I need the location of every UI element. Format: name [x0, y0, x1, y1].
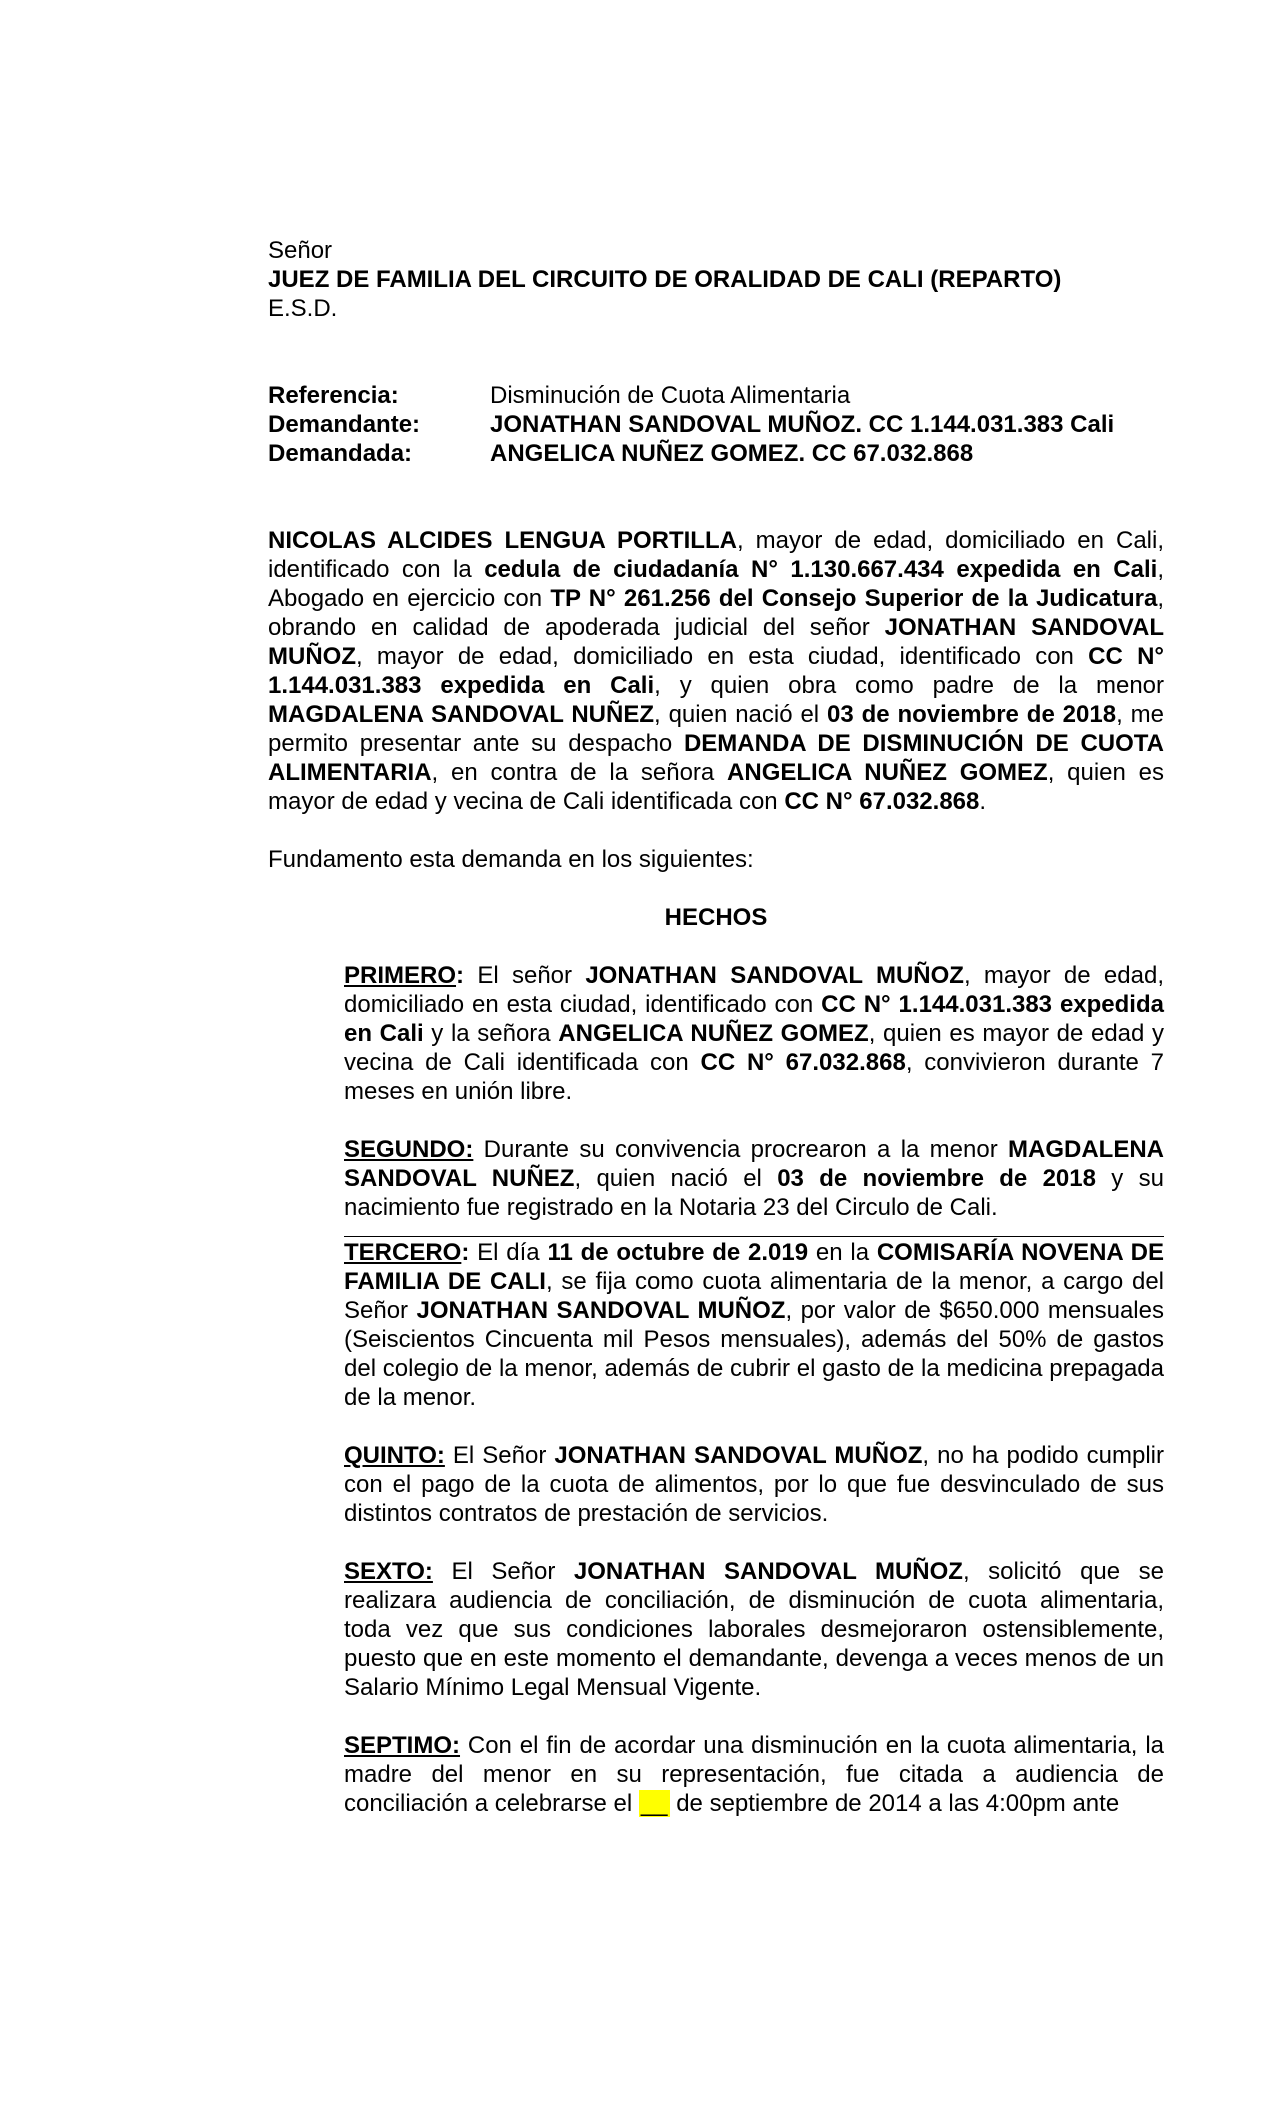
hecho-text: Con el fin de acordar una disminución en la cuota alimentaria, la madre del menor en su representación, fue citada a audiencia de conciliación a celebrarse el — [344, 1732, 1164, 1817]
hecho-text: , mayor de edad, domiciliado en esta ciudad, identificado con — [344, 962, 1164, 1018]
demandada-label: Demandada: — [268, 440, 413, 467]
hecho-text: , solicitó que se realizara audiencia de conciliación, de disminución de cuota alimentaria, toda vez que sus condiciones laborales desmejoraron ostensiblemente, puesto que en este momento el demandante, devenga a veces menos de un Salario Mínimo Legal Mensual Vigente. — [344, 1558, 1164, 1701]
hecho-bold: ANGELICA NUÑEZ GOMEZ — [558, 1020, 869, 1047]
divider-line — [344, 1236, 1164, 1237]
hecho-text: , quien nació el — [574, 1165, 778, 1192]
document-page — [268, 236, 1164, 1818]
hecho-segundo — [344, 1135, 1164, 1222]
client-id: CC N° 1.144.031.383 expedida en Cali — [268, 643, 1164, 699]
hecho-bold: COMISARÍA NOVENA DE FAMILIA DE CALI — [344, 1239, 1165, 1295]
intro-text: , me permito presentar ante su despacho — [268, 701, 1164, 757]
client-name: JONATHAN SANDOVAL MUÑOZ — [268, 614, 1164, 670]
minor-birthdate: 03 de noviembre de 2018 — [827, 701, 1117, 728]
demandante-label: Demandante: — [268, 411, 421, 438]
intro-text: , y quien obra como padre de la menor — [654, 672, 1165, 699]
hecho-text: de septiembre de 2014 a las 4:00pm ante — [669, 1790, 1120, 1817]
hecho-text: , se fija como cuota alimentaria de la menor, a cargo del Señor — [344, 1268, 1165, 1324]
hecho-text: y su nacimiento fue registrado en la Notaria 23 del Circulo de Cali. — [344, 1165, 1164, 1221]
salutation: Señor — [268, 237, 333, 264]
hecho-bold: CC N° 67.032.868 — [700, 1049, 906, 1076]
intro-text: , mayor de edad, domiciliado en Cali, identificado con la — [268, 527, 1164, 583]
fundamento-line: Fundamento esta demanda en los siguientes: — [268, 846, 754, 873]
hecho-text: El Señor — [444, 1442, 555, 1469]
hecho-tercero — [344, 1238, 1164, 1412]
esd: E.S.D. — [268, 295, 338, 322]
hecho-quinto — [344, 1441, 1164, 1528]
hecho-label: SEPTIMO: — [344, 1732, 461, 1759]
intro-text: . — [979, 788, 987, 815]
intro-text: , en contra de la señora — [431, 759, 728, 786]
hecho-bold: 11 de octubre de 2.019 — [547, 1239, 809, 1266]
hecho-bold: JONATHAN SANDOVAL MUÑOZ — [554, 1442, 923, 1469]
intro-text: , quien es mayor de edad y vecina de Cali identificada con — [268, 759, 1164, 815]
minor-name: MAGDALENA SANDOVAL NUÑEZ — [268, 701, 655, 728]
hecho-label: QUINTO: — [344, 1442, 445, 1469]
hecho-text: Durante su convivencia procrearon a la menor — [473, 1136, 1008, 1163]
intro-text: , quien nació el — [654, 701, 828, 728]
hecho-text: y la señora — [423, 1020, 559, 1047]
defendant-id: CC N° 67.032.868 — [784, 788, 980, 815]
intro-text: , mayor de edad, domiciliado en esta ciudad, identificado con — [355, 643, 1089, 670]
hechos-heading: HECHOS — [664, 904, 768, 931]
hecho-text: El señor — [464, 962, 586, 989]
hecho-colon: : — [461, 1239, 470, 1266]
hecho-colon: : — [456, 962, 465, 989]
hecho-septimo — [344, 1731, 1164, 1818]
letter-header — [268, 236, 1164, 323]
demandada-value: ANGELICA NUÑEZ GOMEZ. CC 67.032.868 — [490, 440, 974, 467]
highlighted-blank: __ — [640, 1790, 668, 1817]
reference-block — [268, 381, 1164, 468]
hecho-bold: MAGDALENA SANDOVAL NUÑEZ — [344, 1136, 1164, 1192]
intro-text: , obrando en calidad de apoderada judicial del señor — [268, 585, 1164, 641]
hecho-text: , quien es mayor de edad y vecina de Cali identificada con — [344, 1020, 1165, 1076]
reference-value: Disminución de Cuota Alimentaria — [490, 382, 851, 409]
lawyer-tp: TP N° 261.256 del Consejo Superior de la Judicatura — [550, 585, 1158, 612]
hecho-bold: JONATHAN SANDOVAL MUÑOZ — [585, 962, 964, 989]
hecho-text: , convivieron durante 7 meses en unión libre. — [344, 1049, 1165, 1105]
hecho-label: SEXTO: — [344, 1558, 433, 1585]
intro-text: , Abogado en ejercicio con — [268, 556, 1164, 612]
reference-row — [268, 381, 1164, 410]
addressee: JUEZ DE FAMILIA DEL CIRCUITO DE ORALIDAD DE CALI (REPARTO) — [268, 266, 1062, 293]
hecho-primero — [344, 961, 1164, 1106]
hecho-label: PRIMERO — [344, 962, 457, 989]
hechos-list — [344, 961, 1164, 1818]
hecho-sexto — [344, 1557, 1164, 1702]
intro-paragraph — [268, 526, 1164, 816]
hecho-bold: 03 de noviembre de 2018 — [777, 1165, 1096, 1192]
hecho-label: SEGUNDO: — [344, 1136, 474, 1163]
hecho-bold: JONATHAN SANDOVAL MUÑOZ — [573, 1558, 963, 1585]
hecho-bold: JONATHAN SANDOVAL MUÑOZ — [416, 1297, 786, 1324]
demandada-row — [268, 439, 1164, 468]
hecho-text: , por valor de $650.000 mensuales (Seiscientos Cincuenta mil Pesos mensuales), además del 50% de gastos del colegio de la menor, además de cubrir el gasto de la medicina prepagada de la menor. — [344, 1297, 1164, 1411]
hecho-text: El día — [469, 1239, 548, 1266]
demandante-row — [268, 410, 1164, 439]
demand-type: DEMANDA DE DISMINUCIÓN DE CUOTA ALIMENTARIA — [268, 730, 1165, 786]
hecho-bold: CC N° 1.144.031.383 expedida en Cali — [344, 991, 1164, 1047]
hecho-text: El Señor — [432, 1558, 574, 1585]
hecho-label: TERCERO — [344, 1239, 462, 1266]
demandante-value: JONATHAN SANDOVAL MUÑOZ. CC 1.144.031.383 Cali — [490, 411, 1115, 438]
defendant-name: ANGELICA NUÑEZ GOMEZ — [727, 759, 1048, 786]
lawyer-id: cedula de ciudadanía N° 1.130.667.434 expedida en Cali — [484, 556, 1158, 583]
hecho-text: en la — [808, 1239, 877, 1266]
hecho-text: , no ha podido cumplir con el pago de la cuota de alimentos, por lo que fue desvinculado de sus distintos contratos de prestación de servicios. — [344, 1442, 1164, 1527]
reference-label: Referencia: — [268, 382, 399, 409]
lawyer-name: NICOLAS ALCIDES LENGUA PORTILLA — [268, 527, 737, 554]
